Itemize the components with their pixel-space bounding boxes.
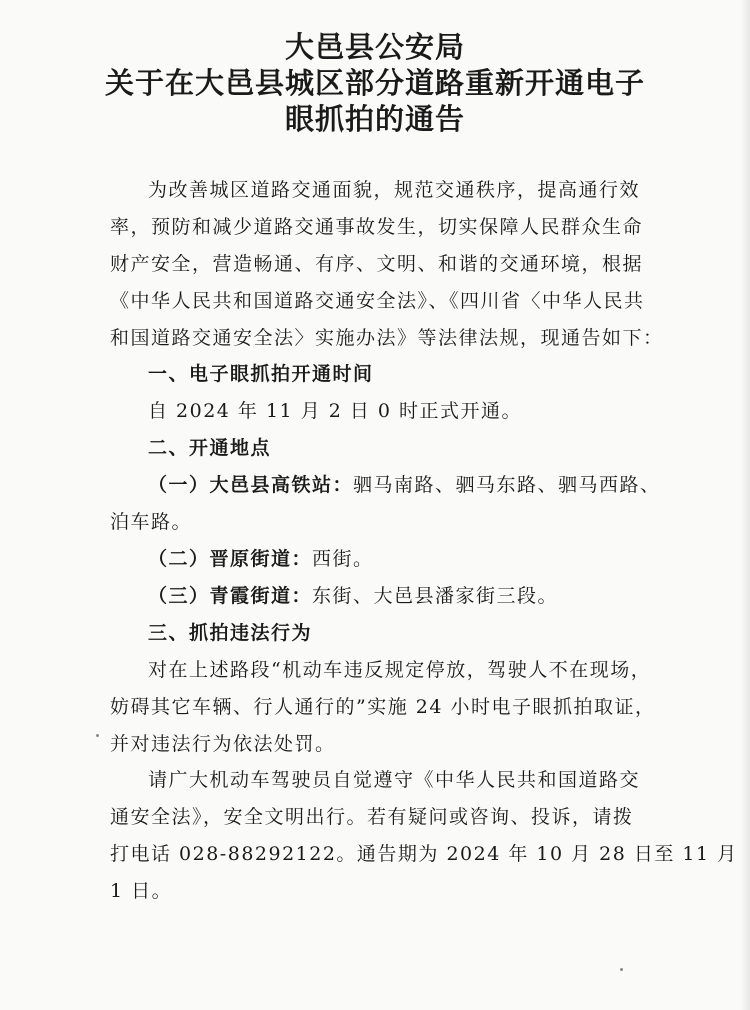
location-item-continued: 泊车路。 <box>110 511 193 533</box>
intro-line: 财产安全，营造畅通、有序、文明、和谐的交通环境，根据 <box>110 253 644 275</box>
page-edge-shadow <box>740 0 750 1010</box>
location-item <box>148 545 374 573</box>
intro-line: 率，预防和减少道路交通事故发生，切实保障人民群众生命 <box>110 216 644 238</box>
location-label: （一）大邑县高铁站： <box>148 474 354 496</box>
location-label: （二）晋原街道： <box>148 548 313 570</box>
document-title-line: 眼抓拍的通告 <box>284 102 465 136</box>
section-heading: 三、抓拍违法行为 <box>148 622 313 644</box>
document-title-line: 关于在大邑县城区部分道路重新开通电子 <box>104 66 645 100</box>
location-text: 西街。 <box>312 548 374 570</box>
location-item <box>148 471 661 499</box>
scan-speck <box>620 968 623 971</box>
document-title-issuer: 大邑县公安局 <box>284 30 465 64</box>
intro-line: 为改善城区道路交通面貌，规范交通秩序，提高通行效 <box>148 179 641 201</box>
location-label: （三）青霞街道： <box>148 585 313 607</box>
closing-text: 请广大机动车驾驶员自觉遵守《中华人民共和国道路交 <box>148 769 641 791</box>
location-item <box>148 582 558 610</box>
section-heading: 二、开通地点 <box>148 437 272 459</box>
location-text: 驷马南路、驷马东路、驷马西路、 <box>353 474 661 496</box>
intro-line: 和国道路交通安全法〉实施办法》等法律法规，现通告如下： <box>110 327 664 349</box>
closing-text: 1 日。 <box>110 880 173 902</box>
closing-text: 打电话 028-88292122。通告期为 2024 年 10 月 28 日至 11 月 <box>110 843 738 865</box>
closing-text: 通安全法》，安全文明出行。若有疑问或咨询、投诉，请拨 <box>110 806 634 828</box>
section-text: 并对违法行为依法处罚。 <box>110 733 336 755</box>
scan-speck <box>96 734 99 737</box>
location-text: 东街、大邑县潘家街三段。 <box>312 585 559 607</box>
intro-line: 《中华人民共和国道路交通安全法》、《四川省〈中华人民共 <box>110 290 645 312</box>
section-text: 对在上述路段“机动车违反规定停放，驾驶人不在现场， <box>148 659 652 681</box>
section-text: 妨碍其它车辆、行人通行的”实施 24 小时电子眼抓拍取证， <box>110 696 656 718</box>
section-text: 自 2024 年 11 月 2 日 0 时正式开通。 <box>148 400 523 422</box>
section-heading: 一、电子眼抓拍开通时间 <box>148 363 374 385</box>
